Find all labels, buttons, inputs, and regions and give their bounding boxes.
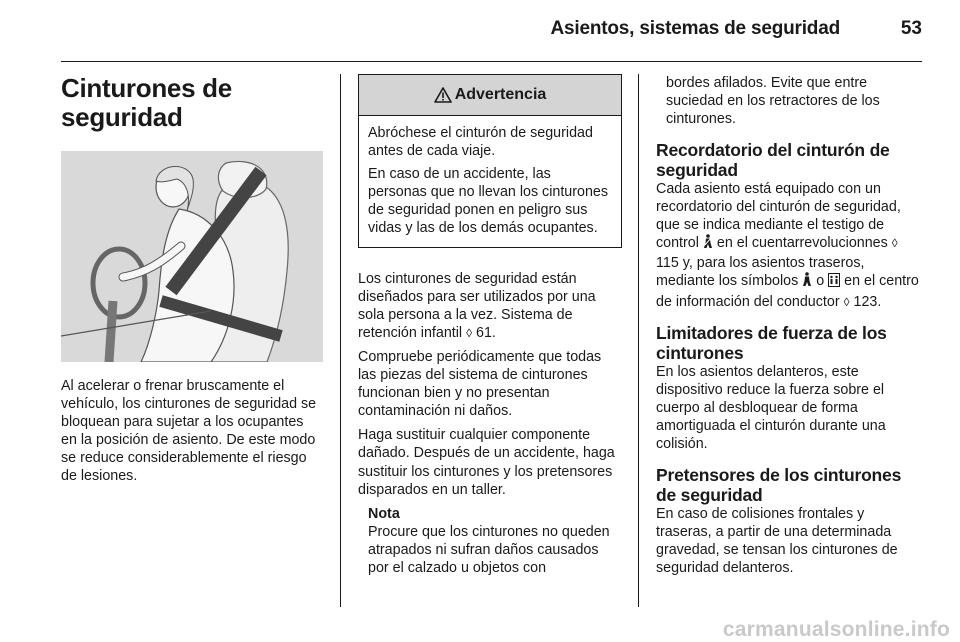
warning-body [359,116,621,247]
continued-paragraph: bordes afilados. Evite que entre suciedad en los retractores de los cinturones. [666,75,880,128]
page-number: 53 [900,18,922,39]
paragraph-usage: Los cinturones de seguridad están diseñados para ser utilizados por una sola persona a la vez. Sistema de retención infantil ◊ 61. [358,270,596,341]
heading-pretensioners: Pretensores de los cinturones de seguridad [656,465,902,506]
page-ref-arrow-icon: ◊ [843,294,850,309]
warning-box [358,74,622,248]
note-block [358,505,622,577]
column-2 [358,74,622,577]
seatbelt-illustration [61,151,323,362]
page-ref-arrow-icon: ◊ [891,236,898,251]
column-3 [656,74,922,128]
page-ref-arrow-icon: ◊ [466,325,473,340]
note-title: Nota [368,505,400,522]
rear-seatbelt-icon [802,272,812,292]
column-1-text [61,377,323,486]
warning-header [359,75,621,116]
column-divider-left [340,74,341,607]
paragraph-replace: Haga sustituir cualquier componente dañado. Después de un accidente, haga sustituir los cinturones y los pretensores disparados en un taller. [358,427,615,498]
paragraph-force-limiters: En los asientos delanteros, este dispositivo reduce la fuerza sobre el cuerpo al desbloquear de forma amortiguada el cinturón durante una colisión. [656,363,886,453]
column-1 [61,74,323,132]
seatbelt-warning-icon [703,234,713,254]
paragraph-check: Compruebe periódicamente que todas las piezas del sistema de cinturones funcionan bien y no presentan contaminación ni daños. [358,348,602,420]
rear-seats-symbol-icon [828,273,840,292]
warning-paragraph-1: Abróchese el cinturón de seguridad antes de cada viaje. [368,125,593,160]
section-title: Cinturones de seguridad [61,73,232,132]
warning-title: Advertencia [454,86,547,103]
seatbelt-illustration-drawing [61,151,323,362]
intro-paragraph: Al acelerar o frenar bruscamente el vehículo, los cinturones de seguridad se bloquean para sujetar a los ocupantes en la posición de asiento. De este modo se reduce considerablemente el riesgo de lesiones. [61,378,317,485]
paragraph-pretensioners: En caso de colisiones frontales y traseras, a partir de una determinada gravedad, se tensan los cinturones de seguridad delanteros. [656,506,898,577]
paragraph-reminder: Cada asiento está equipado con un recordatorio del cinturón de seguridad, que se indica mediante el testigo de control en el cuentarrevolucionnes ◊ 115 y, para los asientos traseros, mediante los símbolos o en el centro de información del conductor ◊ 123. [656,181,919,310]
watermark: carmanualsonline.info [722,618,950,641]
header-rule [61,61,922,62]
warning-paragraph-2: En caso de un accidente, las personas que no llevan los cinturones de seguridad ponen en peligro sus vidas y las de los demás ocupantes. [368,166,609,237]
heading-force-limiters: Limitadores de fuerza de los cinturones [656,322,887,363]
heading-reminder: Recordatorio del cinturón de seguridad [656,140,890,180]
running-header-title: Asientos, sistemas de seguridad [550,18,840,39]
warning-triangle-icon [434,87,452,103]
column-3-sections [656,140,922,578]
note-text: Procure que los cinturones no queden atrapados ni sufran daños causados por el calzado u objetos con [368,523,610,576]
column-divider-right [638,74,639,607]
